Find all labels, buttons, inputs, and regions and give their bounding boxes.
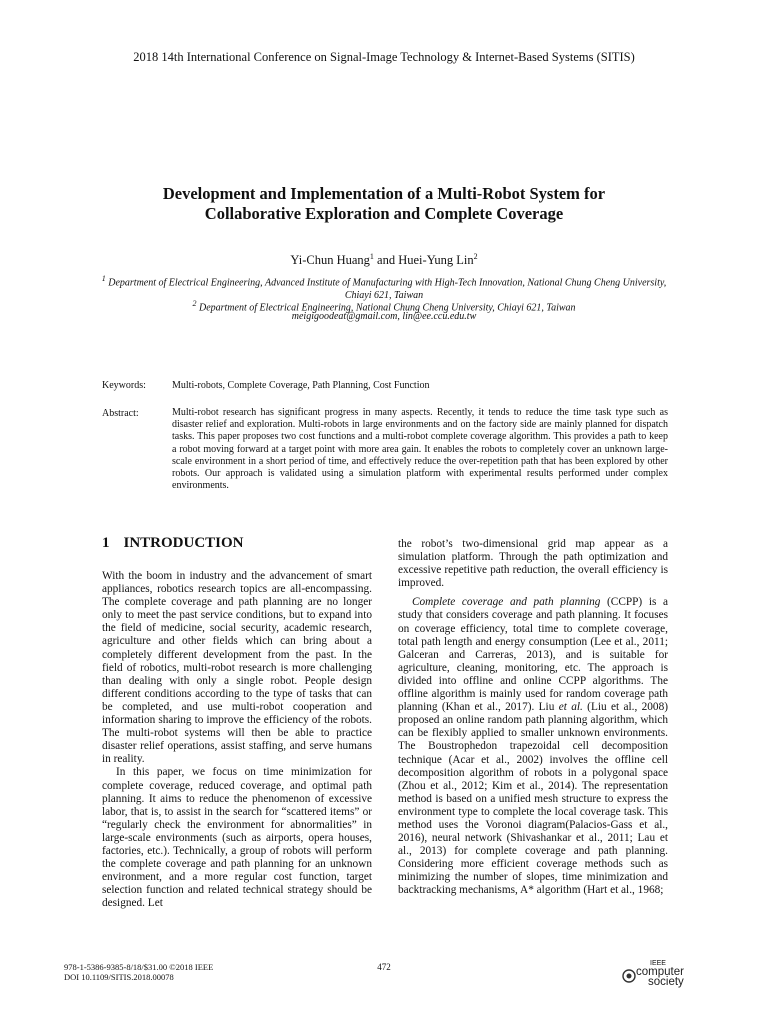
ccpp-term: Complete coverage and path planning	[412, 596, 601, 609]
affiliation-2-sup: 2	[192, 299, 197, 308]
footer-isbn: 978-1-5386-9385-8/18/$31.00 ©2018 IEEE	[64, 962, 214, 972]
affiliation-1-sup: 1	[101, 274, 106, 283]
section-title: INTRODUCTION	[123, 535, 244, 551]
logo-ieee-text: IEEE	[650, 960, 666, 967]
affiliation-1-text: Department of Electrical Engineering, Advanced Institute of Manufacturing with High-Tech Innovation, National Chung Cheng University, Chiayi 621, Taiwan	[108, 277, 667, 301]
affiliation-2-text: Department of Electrical Engineering, National Chung Cheng University, Chiayi 621, Taiwan	[198, 302, 576, 314]
author-and: and	[373, 253, 399, 268]
author-1: Yi-Chun Huang	[290, 253, 370, 268]
author-2-sup: 2	[473, 252, 478, 261]
et-al-term: et al.	[558, 701, 583, 714]
paper-title	[90, 184, 678, 224]
logo-line-2: society	[648, 976, 684, 988]
keywords-label: Keywords:	[102, 380, 146, 391]
abstract-label: Abstract:	[102, 408, 139, 419]
intro-paragraph-2: In this paper, we focus on time minimization for complete coverage, reduced coverage, and optimal path planning. It aims to reduce the phenomenon of excessive labor, that is, to assist in the search for “scattered items” or “regularly check the environment for abnormalities” in large-scale environments (such as airports, opera houses, factories, etc.). Technically, a group of robots will perform the complete coverage and path planning for an unknown environment, and a more regular cost function, target selection function and related technical strategy should be designed. Let	[102, 766, 372, 910]
title-line-1: Development and Implementation of a Multi-Robot System for	[162, 184, 606, 203]
right-paragraph-1: the robot’s two-dimensional grid map appear as a simulation platform. Through the path optimization and excessive repetitive path reduction, the overall efficiency is improved.	[398, 538, 668, 590]
right-column	[398, 538, 668, 898]
authors	[0, 252, 768, 268]
logo-line-1: computer	[636, 966, 684, 978]
logo-text	[636, 967, 684, 987]
abstract-text: Multi-robot research has significant progress in many aspects. Recently, it tends to reduce the time task type such as disaster relief and exploration. Multi-robots in large environments and on the factory side are mainly planned for dispatch tasks. This paper proposes two cost functions and a multi-robot complete coverage algorithm. This provides a path to keep a robot moving forward at a target point with more area gain. It enables the robots to completely cover an unknown large-scale environment in a short period of time, and effectively reduce the over-repetition path that has been explored by other robots. Our approach is validated using a simulation platform with experimental results performed under complex environments.	[172, 407, 668, 492]
author-1-sup: 1	[369, 252, 374, 261]
left-column	[102, 570, 372, 910]
right-paragraph-2-b: (Liu et al., 2008) proposed an online random path planning algorithm, which can be flexibly applied to smaller unknown environments. The Boustrophedon trapezoidal cell decomposition technique (Acar et al., 2002) involves the offline cell decomposition algorithm of robots in a polygonal space (Zhou et al., 2012; Kim et al., 2014). The representation method is based on a unified mesh structure to express the environment type to complete the local coverage task. This method uses the Voronoi diagram(Palacios-Gass et al., 2016), neural network (Shivashankar et al., 2011; Lau et al., 2013) for complete coverage and path planning. Considering more efficient coverage methods such as minimizing the number of slopes, time minimization and backtracking mechanisms, A* algorithm (Hart et al., 1968;	[398, 701, 668, 897]
intro-paragraph-1: With the boom in industry and the advancement of smart appliances, robotics research topics are all-encompassing. The complete coverage and path planning are no longer only to meet the past service conditions, but to expand into the field of medicine, social security, academic research, agriculture and other fields which can bring about a completely different development from the past. In the field of robotics, multi-robot research is more challenging than dealing with only a single robot. People design different conditions according to the type of tasks that can be completed, and use multi-robot cooperation and information sharing to improve the efficiency of the robots. The multi-robot systems will then be able to practice disaster relief operations, assist staffing, and serve humans in reality.	[102, 570, 372, 766]
keywords-text: Multi-robots, Complete Coverage, Path Planning, Cost Function	[172, 380, 430, 391]
author-emails: meigigoodeat@gmail.com, lin@ee.ccu.edu.tw	[291, 311, 477, 322]
title-line-2: Collaborative Exploration and Complete Coverage	[204, 204, 564, 223]
right-paragraph-2-a: (CCPP) is a study that considers coverage and path planning. It focuses on coverage efficiency, total time to complete coverage, total path length and energy consumption (Lee et al., 2011; Galceran and Carreras, 2013), and is suitable for agriculture, cleaning, monitoring, etc. The approach is divided into offline and online CCPP algorithms. The offline algorithm is mainly used for random coverage path planning (Khan et al., 2017). Liu	[398, 596, 668, 714]
ieee-computer-society-logo	[622, 962, 702, 992]
section-heading	[102, 535, 244, 552]
right-paragraph-2	[398, 596, 668, 897]
page-number: 472	[377, 962, 391, 972]
conference-header: 2018 14th International Conference on Signal-Image Technology & Internet-Based Systems (SITIS)	[133, 50, 635, 64]
section-number: 1	[102, 535, 110, 551]
footer-doi: DOI 10.1109/SITIS.2018.00078	[64, 972, 174, 982]
author-2: Huei-Yung Lin	[398, 253, 474, 268]
computer-society-logo-icon	[622, 969, 636, 983]
